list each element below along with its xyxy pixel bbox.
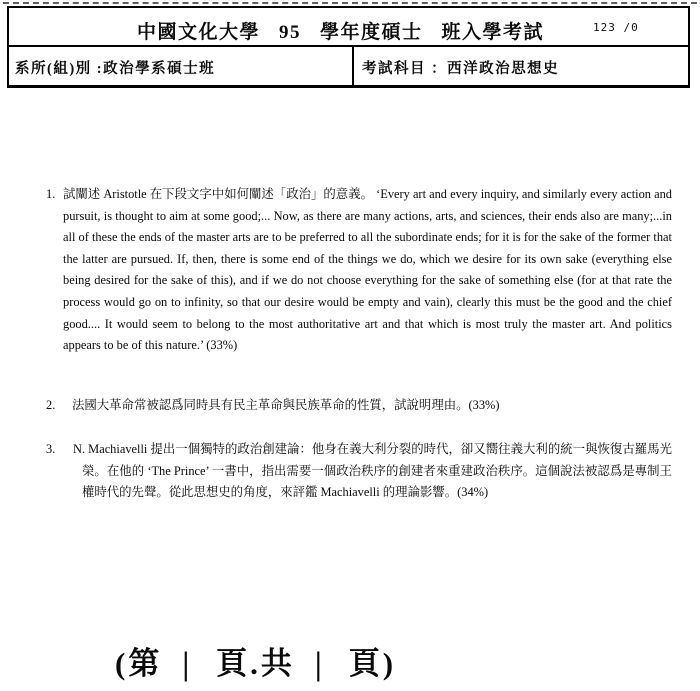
footer-middle: 頁.共	[216, 646, 295, 681]
exam-title	[137, 17, 544, 44]
question-item-1	[46, 184, 672, 357]
degree-text: 學年度碩士	[320, 22, 423, 43]
question-item-3	[46, 439, 672, 504]
footer-close: 頁)	[348, 646, 397, 681]
exam-title-row	[9, 8, 688, 47]
scan-artifact-line	[3, 2, 697, 4]
question-text: 試闡述 Aristotle 在下段文字中如何闡述「政治」的意義。 ‘Every art and every inquiry, and similarly every action and pursuit, is thought to aim at some good;... Now, as there are many actions, arts, and sciences, their ends also are many;...in all of these the ends of the master arts are to be preferred to all the subordinate ends; for it is for the sake of the former that the latter are pursued. If, then, there is some end of the things we do, which we desire for its own sake (everything else being desired for the sake of this), and if we do not choose everything for the sake of something else (for at that rate the process would go on to infinity, so that our desire would be empty and vain), clearly this must be the good and the chief good.... It would seem to belong to the most authoritative art and that which is most truly the master art. And politics appears to be of this nature.’ (33%)	[63, 187, 672, 353]
question-item-2	[46, 395, 672, 417]
question-number: 2.	[46, 398, 56, 412]
question-text: N. Machiavelli 提出一個獨特的政治創建論：他身在義大利分裂的時代，卻又嚮往義大利的統一與恢復古羅馬光榮。在他的 ‘The Prince’ 一書中，指出需要一個政治秩序的創建者來重建政治秩序。這個說法被認爲是專制王權時代的先聲。從此思想史的角度，來評鑑 Machiavelli 的理論影響。(34%)	[73, 442, 672, 500]
question-number: 3.	[46, 442, 56, 456]
subject-cell: 考試科目 ：西洋政治思想史	[362, 61, 560, 77]
footer-open: (第	[115, 646, 163, 681]
question-number: 1.	[46, 187, 56, 201]
university-name: 中國文化大學	[137, 22, 261, 43]
page-number-footer	[115, 644, 396, 684]
question-text: 法國大革命常被認爲同時具有民主革命與民族革命的性質，試說明理由。(33%)	[72, 398, 500, 412]
footer-blank-bar-1: |	[182, 645, 193, 682]
exam-info-row	[9, 47, 688, 88]
department-cell: 系所(組)別 :政治學系碩士班	[9, 47, 354, 88]
academic-year: 95	[279, 22, 302, 43]
exam-header-table	[7, 6, 690, 88]
footer-blank-bar-2: |	[314, 645, 325, 682]
corner-code: 123 ∕0	[593, 21, 639, 34]
exam-text: 班入學考試	[441, 22, 545, 43]
